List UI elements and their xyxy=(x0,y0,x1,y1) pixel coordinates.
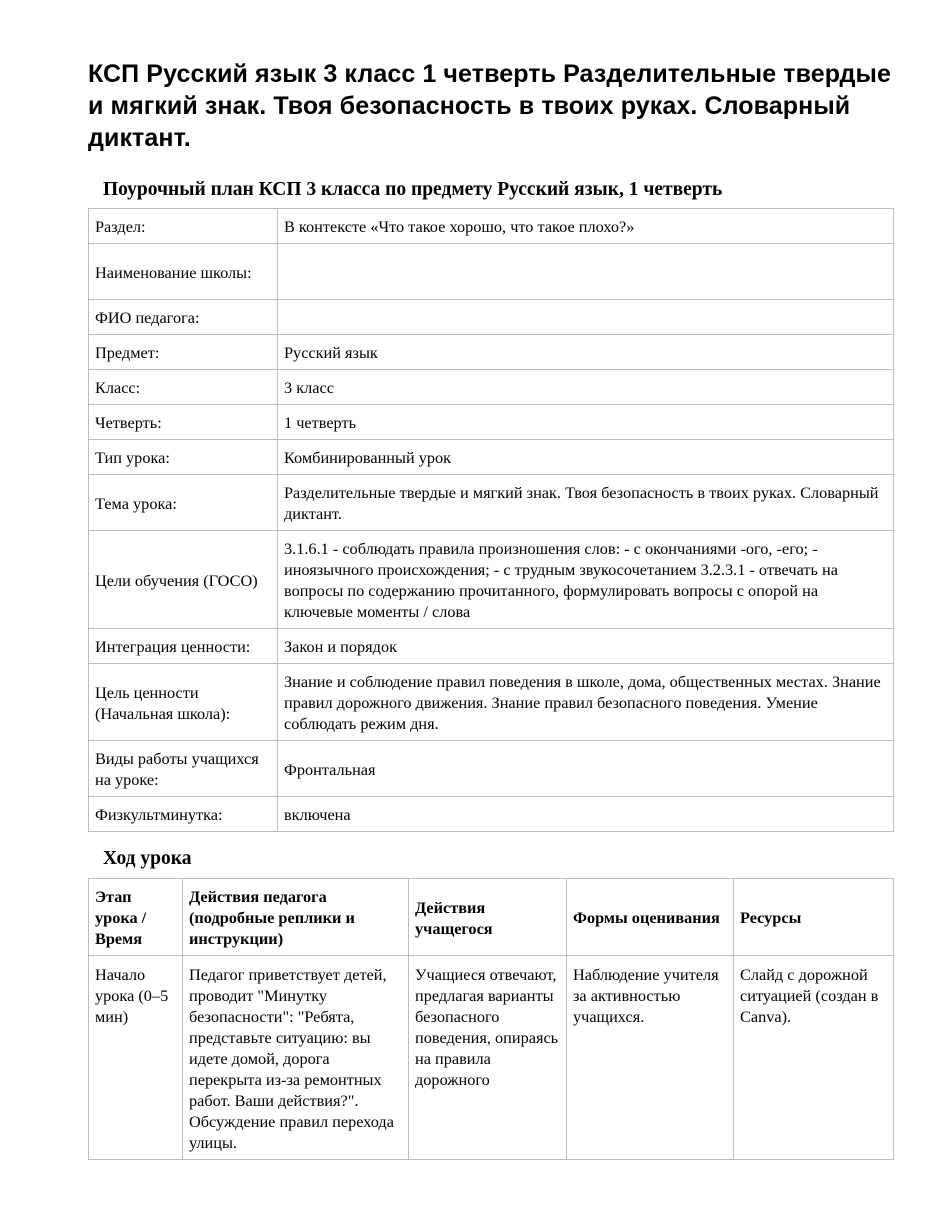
info-row xyxy=(89,370,894,405)
info-value-cell: 3.1.6.1 - соблюдать правила произношения слов: - с окончаниями -ого, -его; - иноязычного происхождения; - с трудным звукосочетанием 3.2.3.1 - отвечать на вопросы по содержанию прочитанного, формулировать вопросы с опорой на ключевые моменты / слова xyxy=(278,531,894,629)
info-value-cell: В контексте «Что такое хорошо, что такое плохо?» xyxy=(278,209,894,244)
info-value-cell: Знание и соблюдение правил поведения в школе, дома, общественных местах. Знание правил дорожного движения. Знание правил безопасного поведения. Умение соблюдать режим дня. xyxy=(278,664,894,741)
info-value-cell: Русский язык xyxy=(278,335,894,370)
info-value-cell: Разделительные твердые и мягкий знак. Твоя безопасность в твоих руках. Словарный диктант. xyxy=(278,475,894,531)
info-label-cell: Тема урока: xyxy=(89,475,278,531)
lesson-progress-heading: Ход урока xyxy=(103,848,192,869)
info-row xyxy=(89,405,894,440)
info-label-cell: Тип урока: xyxy=(89,440,278,475)
lesson-row xyxy=(89,956,894,1160)
info-value-cell: Фронтальная xyxy=(278,741,894,797)
lesson-column-header: Формы оценивания xyxy=(567,879,734,956)
info-row xyxy=(89,209,894,244)
info-label-cell: Физкультминутка: xyxy=(89,797,278,832)
info-label-cell: Раздел: xyxy=(89,209,278,244)
info-label-cell: Класс: xyxy=(89,370,278,405)
info-label-cell: Четверть: xyxy=(89,405,278,440)
lesson-cell: Педагог приветствует детей, проводит "Минутку безопасности": "Ребята, представьте ситуацию: вы идете домой, дорога перекрыта из-за ремонтных работ. Ваши действия?". Обсуждение правил перехода улицы. xyxy=(183,956,409,1160)
lesson-progress-table xyxy=(88,878,894,1160)
info-row xyxy=(89,664,894,741)
lesson-cell: Слайд с дорожной ситуацией (создан в Canva). xyxy=(734,956,894,1160)
info-row xyxy=(89,440,894,475)
lesson-column-header: Ресурсы xyxy=(734,879,894,956)
lesson-cell: Учащиеся отвечают, предлагая варианты безопасного поведения, опираясь на правила дорожного xyxy=(409,956,567,1160)
info-label-cell: Цель ценности (Начальная школа): xyxy=(89,664,278,741)
lesson-cell: Наблюдение учителя за активностью учащихся. xyxy=(567,956,734,1160)
info-row xyxy=(89,475,894,531)
info-row xyxy=(89,244,894,300)
lesson-info-table xyxy=(88,208,894,832)
info-value-cell: включена xyxy=(278,797,894,832)
info-label-cell: Предмет: xyxy=(89,335,278,370)
info-value-cell xyxy=(278,244,894,300)
lesson-cell: Начало урока (0–5 мин) xyxy=(89,956,183,1160)
lesson-table-body xyxy=(89,956,894,1160)
info-value-cell: 3 класс xyxy=(278,370,894,405)
info-value-cell xyxy=(278,300,894,335)
lesson-table-header-row xyxy=(89,879,894,956)
plan-heading: Поурочный план КСП 3 класса по предмету Русский язык, 1 четверть xyxy=(103,179,723,200)
info-row xyxy=(89,531,894,629)
document-page xyxy=(88,58,893,1160)
info-value-cell: Комбинированный урок xyxy=(278,440,894,475)
info-row xyxy=(89,797,894,832)
lesson-column-header: Действия педагога (подробные реплики и инструкции) xyxy=(183,879,409,956)
info-label-cell: Наименование школы: xyxy=(89,244,278,300)
info-row xyxy=(89,629,894,664)
info-label-cell: Цели обучения (ГОСО) xyxy=(89,531,278,629)
info-label-cell: ФИО педагога: xyxy=(89,300,278,335)
info-table-body xyxy=(89,209,894,832)
info-label-cell: Интеграция ценности: xyxy=(89,629,278,664)
info-row xyxy=(89,335,894,370)
info-value-cell: Закон и порядок xyxy=(278,629,894,664)
info-row xyxy=(89,741,894,797)
document-title: КСП Русский язык 3 класс 1 четверть Разделительные твердые и мягкий знак. Твоя безопасность в твоих руках. Словарный диктант. xyxy=(88,60,891,152)
lesson-column-header: Этап урока / Время xyxy=(89,879,183,956)
info-row xyxy=(89,300,894,335)
lesson-column-header: Действия учащегося xyxy=(409,879,567,956)
info-value-cell: 1 четверть xyxy=(278,405,894,440)
info-label-cell: Виды работы учащихся на уроке: xyxy=(89,741,278,797)
